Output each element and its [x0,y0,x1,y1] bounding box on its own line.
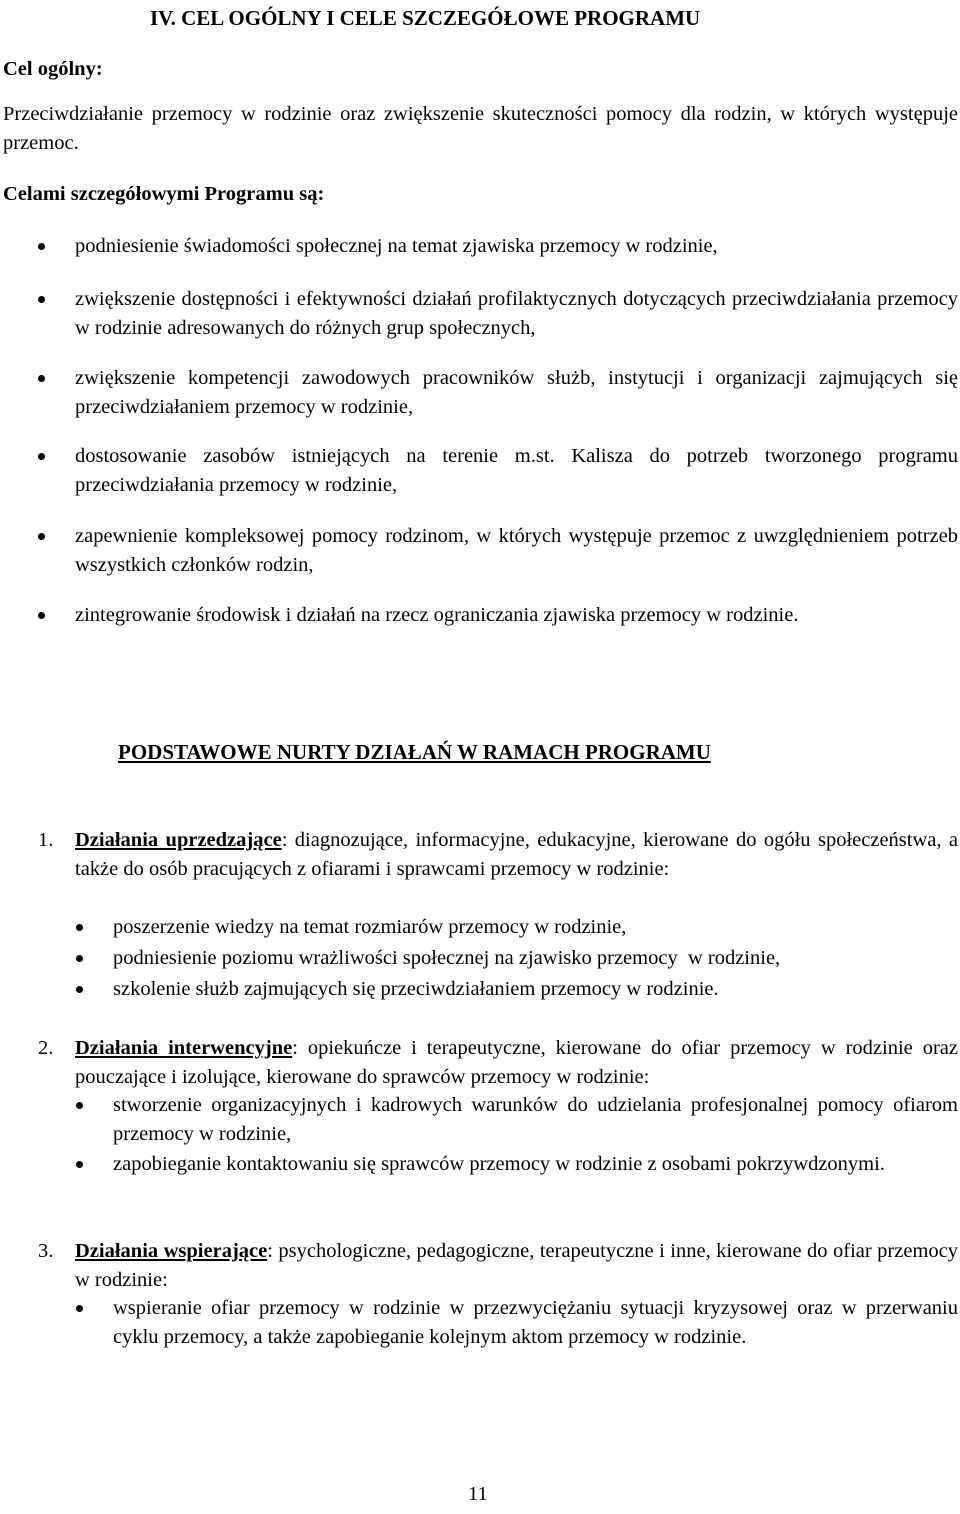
section-title: IV. CEL OGÓLNY I CELE SZCZEGÓŁOWE PROGRAMU [150,6,701,30]
section-number: 2. [38,1037,54,1059]
section-description [75,826,958,884]
action-item: szkolenie służb zajmujących się przeciwdziałaniem przemocy w rodzinie. [113,978,719,1000]
bullet-icon [38,453,45,460]
bullet-icon [76,1102,83,1109]
section-desc: : diagnozujące, informacyjne, edukacyjne, kierowane do ogółu społeczeństwa, a także do osób pracujących z ofiarami i sprawcami przemocy w rodzinie: [75,829,959,880]
section-desc: : psychologiczne, pedagogiczne, terapeutyczne i inne, kierowane do ofiar przemocy w rodzinie: [75,1240,959,1291]
bullet-icon [38,612,45,619]
section-desc: : opiekuńcze i terapeutyczne, kierowane do ofiar przemocy w rodzinie oraz pouczające i izolujące, kierowane do sprawców przemocy w rodzinie: [75,1037,958,1088]
bullet-icon [76,1161,83,1168]
bullet-icon [76,1305,83,1312]
general-goal-label: Cel ogólny: [3,58,103,80]
bullet-icon [38,243,45,250]
page-number: 11 [468,1483,488,1505]
goal-item: dostosowanie zasobów istniejących na terenie m.st. Kalisza do potrzeb tworzonego programu przeciwdziałania przemocy w rodzinie, [75,445,958,496]
action-item: wspieranie ofiar przemocy w rodzinie w przezwyciężaniu sytuacji kryzysowej oraz w przerwaniu cyklu przemocy, a także zapobieganie kolejnym aktom przemocy w rodzinie. [113,1297,958,1348]
goal-item: zapewnienie kompleksowej pomocy rodzinom, w których występuje przemoc z uwzględnieniem potrzeb wszystkich członków rodzin, [75,525,958,576]
section-description [75,1034,958,1092]
bullet-icon [38,375,45,382]
section-number: 3. [38,1240,54,1262]
action-item: zapobieganie kontaktowaniu się sprawców przemocy w rodzinie z osobami pokrzywdzonymi. [113,1153,885,1175]
goal-item: podniesienie świadomości społecznej na temat zjawiska przemocy w rodzinie, [75,235,718,257]
goal-item: zwiększenie dostępności i efektywności działań profilaktycznych dotyczących przeciwdziałania przemocy w rodzinie adresowanych do różnych grup społecznych, [75,288,958,339]
bullet-icon [38,296,45,303]
specific-goals-heading: Celami szczegółowymi Programu są: [3,183,325,205]
section-term: Działania interwencyjne [75,1037,293,1059]
section-term: Działania wspierające [75,1240,268,1262]
section-term: Działania uprzedzające [75,829,282,851]
bullet-icon [76,986,83,993]
action-item: poszerzenie wiedzy na temat rozmiarów przemocy w rodzinie, [113,916,627,938]
goal-item: zintegrowanie środowisk i działań na rzecz ograniczania zjawiska przemocy w rodzinie. [75,604,799,626]
action-item: stworzenie organizacyjnych i kadrowych warunków do udzielania profesjonalnej pomocy ofiarom przemocy w rodzinie, [113,1094,958,1145]
bullet-icon [38,533,45,540]
bullet-icon [76,924,83,931]
actions-heading: PODSTAWOWE NURTY DZIAŁAŃ W RAMACH PROGRAMU [118,740,711,764]
bullet-icon [76,955,83,962]
goal-item: zwiększenie kompetencji zawodowych pracowników służb, instytucji i organizacji zajmujących się przeciwdziałaniem przemocy w rodzinie, [75,367,958,418]
section-number: 1. [38,829,54,851]
general-goal-text: Przeciwdziałanie przemocy w rodzinie oraz zwiększenie skuteczności pomocy dla rodzin, w których występuje przemoc. [3,103,958,154]
section-description [75,1237,958,1295]
action-item: podniesienie poziomu wrażliwości społecznej na zjawisko przemocy w rodzinie, [113,947,781,969]
